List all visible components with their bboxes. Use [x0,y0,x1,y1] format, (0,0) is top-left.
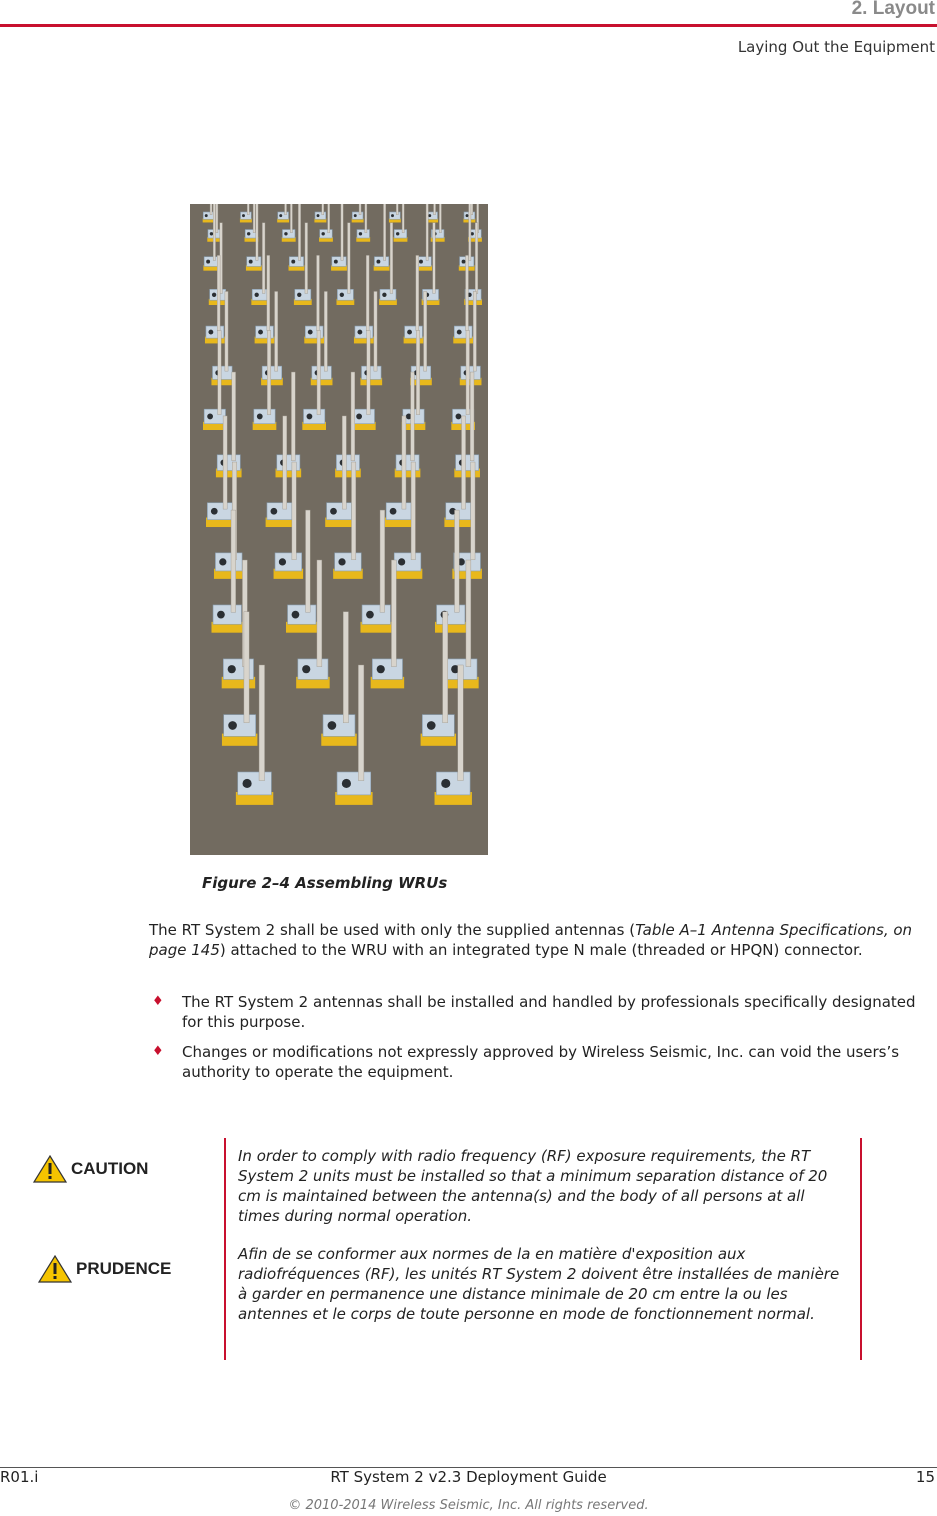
wru-connector [321,232,324,235]
wru-antenna [455,510,460,612]
wru-connector [376,260,380,264]
footer-copyright: © 2010-2014 Wireless Seismic, Inc. All rights reserved. [288,1498,649,1513]
wru-connector [207,414,213,420]
wru-connector [228,721,237,730]
wru-connector [462,260,466,264]
wru-antenna [305,223,308,294]
warning-triangle-icon [38,1255,72,1283]
wru-antenna [402,416,406,509]
wru-photo-illustration [190,204,488,855]
wru-antenna [267,330,270,414]
wru-antenna [213,204,215,260]
wru-connector [249,260,253,264]
wru-antenna [210,204,212,215]
wru-antenna [470,372,474,461]
wru-connector [258,330,263,335]
wru-antenna [351,462,355,560]
warning-triangle-icon [33,1155,67,1183]
footer-document-title: RT System 2 v2.3 Deployment Guide [330,1468,607,1486]
wru-connector [377,665,385,673]
wru-antenna [359,204,361,215]
wru-antenna [348,223,351,294]
prudence-label-text: PRUDENCE [76,1259,172,1278]
wru-antenna [466,560,471,667]
wru-connector [428,214,431,217]
wru-antenna [217,255,220,330]
wru-connector [228,665,236,673]
chapter-title: 2. Layout [851,0,935,19]
wru-connector [257,414,263,420]
wru-antenna [351,372,355,461]
wru-antenna [275,291,278,371]
wru-antenna [292,462,296,560]
wru-antenna [317,255,320,330]
wru-connector [391,214,394,217]
caution-text-french: Afin de se conformer aux normes de la en matière d'exposition aux radiofréquences (RF), les unités RT System 2 doivent être installées de manière à garder en permanence une distance minimale de 20 cm entre la ou les antennes et le corps de toute personne en mode de fonctionnement normal. [238,1245,840,1323]
wru-antenna [317,560,322,667]
wru-antenna [473,291,476,371]
list-item [149,1042,927,1082]
wru-connector [210,232,213,235]
list-item [149,992,927,1032]
wru-antenna [322,204,324,215]
wru-antenna [232,372,236,461]
wru-connector [317,214,320,217]
wru-connector [441,779,450,788]
wru-connector [212,293,216,297]
wru-connector [338,558,345,565]
wru-antenna [380,510,385,612]
body-paragraph-suffix: ) attached to the WRU with an integrated type N male (threaded or HPQN) connector. [219,941,863,959]
wru-connector [307,414,313,420]
wru-antenna [253,204,255,233]
wru-antenna [458,665,464,781]
prudence-label [38,1255,171,1283]
wru-antenna [383,204,385,260]
wru-antenna [411,372,415,461]
wru-connector [308,330,313,335]
wru-connector [242,214,245,217]
wru-connector [407,330,412,335]
wru-connector [255,293,259,297]
wru-antenna [391,560,396,667]
wru-connector [356,414,362,420]
wru-antenna [411,462,415,560]
wru-connector [208,330,213,335]
wru-antenna [424,291,427,371]
wru-connector [334,260,338,264]
wru-connector [357,330,362,335]
wru-connector [271,508,278,515]
caution-label-text: CAUTION [71,1159,149,1178]
wru-antenna [324,291,327,371]
wru-antenna [216,204,218,233]
table-reference-link[interactable]: Table A–1 Antenna Specifications, on page 145 [149,921,913,959]
wru-connector [297,293,301,297]
wru-antenna [262,223,265,294]
wru-antenna [291,372,295,461]
diamond-bullet-icon: ♦ [152,994,164,1009]
wru-antenna [231,510,236,612]
wru-antenna [342,416,346,509]
wru-connector [427,721,436,730]
wru-connector [243,779,252,788]
wru-connector [217,611,225,619]
wru-connector [291,260,295,264]
wru-antenna [290,204,292,233]
wru-connector [328,721,337,730]
wru-connector [292,611,300,619]
wru-connector [396,232,399,235]
wru-connector [279,558,286,565]
wru-connector [205,214,208,217]
wru-connector [457,330,462,335]
wru-antenna [358,665,364,781]
body-paragraph [149,920,927,960]
wru-connector [342,779,351,788]
wru-antenna [341,204,343,260]
wru-antenna [466,330,469,414]
wru-antenna [469,204,471,260]
wru-antenna [247,204,249,215]
wru-connector [354,214,357,217]
wru-antenna [462,416,466,509]
wru-photo [190,204,488,855]
wru-connector [419,260,423,264]
wru-antenna [317,330,320,414]
wru-antenna [267,255,270,330]
wru-antenna [390,223,393,294]
wru-connector [284,232,287,235]
wru-antenna [285,204,287,215]
caution-left-rule [224,1138,226,1360]
bullet-text: The RT System 2 antennas shall be installed and handled by professionals specifically designated for this purpose. [182,993,916,1031]
wru-connector [247,232,250,235]
wru-antenna [443,612,448,723]
wru-antenna [416,255,419,330]
wru-antenna [396,204,398,215]
wru-connector [340,293,344,297]
wru-antenna [298,204,300,260]
wru-antenna [367,330,370,414]
wru-antenna [365,204,367,233]
body-paragraph-prefix: The RT System 2 shall be used with only the supplied antennas ( [149,921,636,939]
figure-caption: Figure 2–4 Assembling WRUs [202,874,448,892]
wru-antenna [439,204,441,233]
wru-antenna [374,291,377,371]
caution-label [33,1155,148,1183]
header-rule [0,24,937,27]
wru-antenna [259,665,265,781]
footer-revision: R01.i [0,1468,39,1486]
wru-antenna [434,204,436,215]
wru-antenna [306,510,311,612]
wru-connector [359,232,362,235]
wru-antenna [426,204,428,260]
wru-antenna [402,204,404,233]
wru-connector [211,508,218,515]
wru-connector [206,260,210,264]
wru-connector [219,558,226,565]
footer-page-number: 15 [915,1468,935,1486]
bullet-text: Changes or modifications not expressly approved by Wireless Seismic, Inc. can void the users’s authority to operate the equipment. [182,1043,900,1081]
wru-connector [366,611,374,619]
wru-antenna [343,612,348,723]
wru-connector [398,558,405,565]
diamond-bullet-icon: ♦ [152,1044,164,1059]
wru-antenna [366,255,369,330]
wru-connector [456,414,462,420]
wru-antenna [256,204,258,260]
wru-connector [382,293,386,297]
caution-text-english: In order to comply with radio frequency (RF) exposure requirements, the RT System 2 units must be installed so that a minimum separation distance of 20 cm is maintained between the antenna(s) and the body of all persons at all times during normal operation. [238,1147,828,1225]
wru-connector [302,665,310,673]
wru-antenna [244,612,249,723]
wru-antenna [433,223,436,294]
wru-antenna [328,204,330,233]
wru-antenna [225,291,228,371]
wru-antenna [475,223,478,294]
wru-antenna [416,330,419,414]
wru-connector [330,508,337,515]
wru-antenna [223,416,227,509]
wru-antenna [471,462,475,560]
wru-connector [466,214,469,217]
wru-connector [279,214,282,217]
wru-antenna [283,416,287,509]
section-title: Laying Out the Equipment [737,38,935,56]
wru-connector [390,508,397,515]
wru-antenna [218,330,221,414]
wru-antenna [466,255,469,330]
caution-right-rule [860,1138,862,1360]
